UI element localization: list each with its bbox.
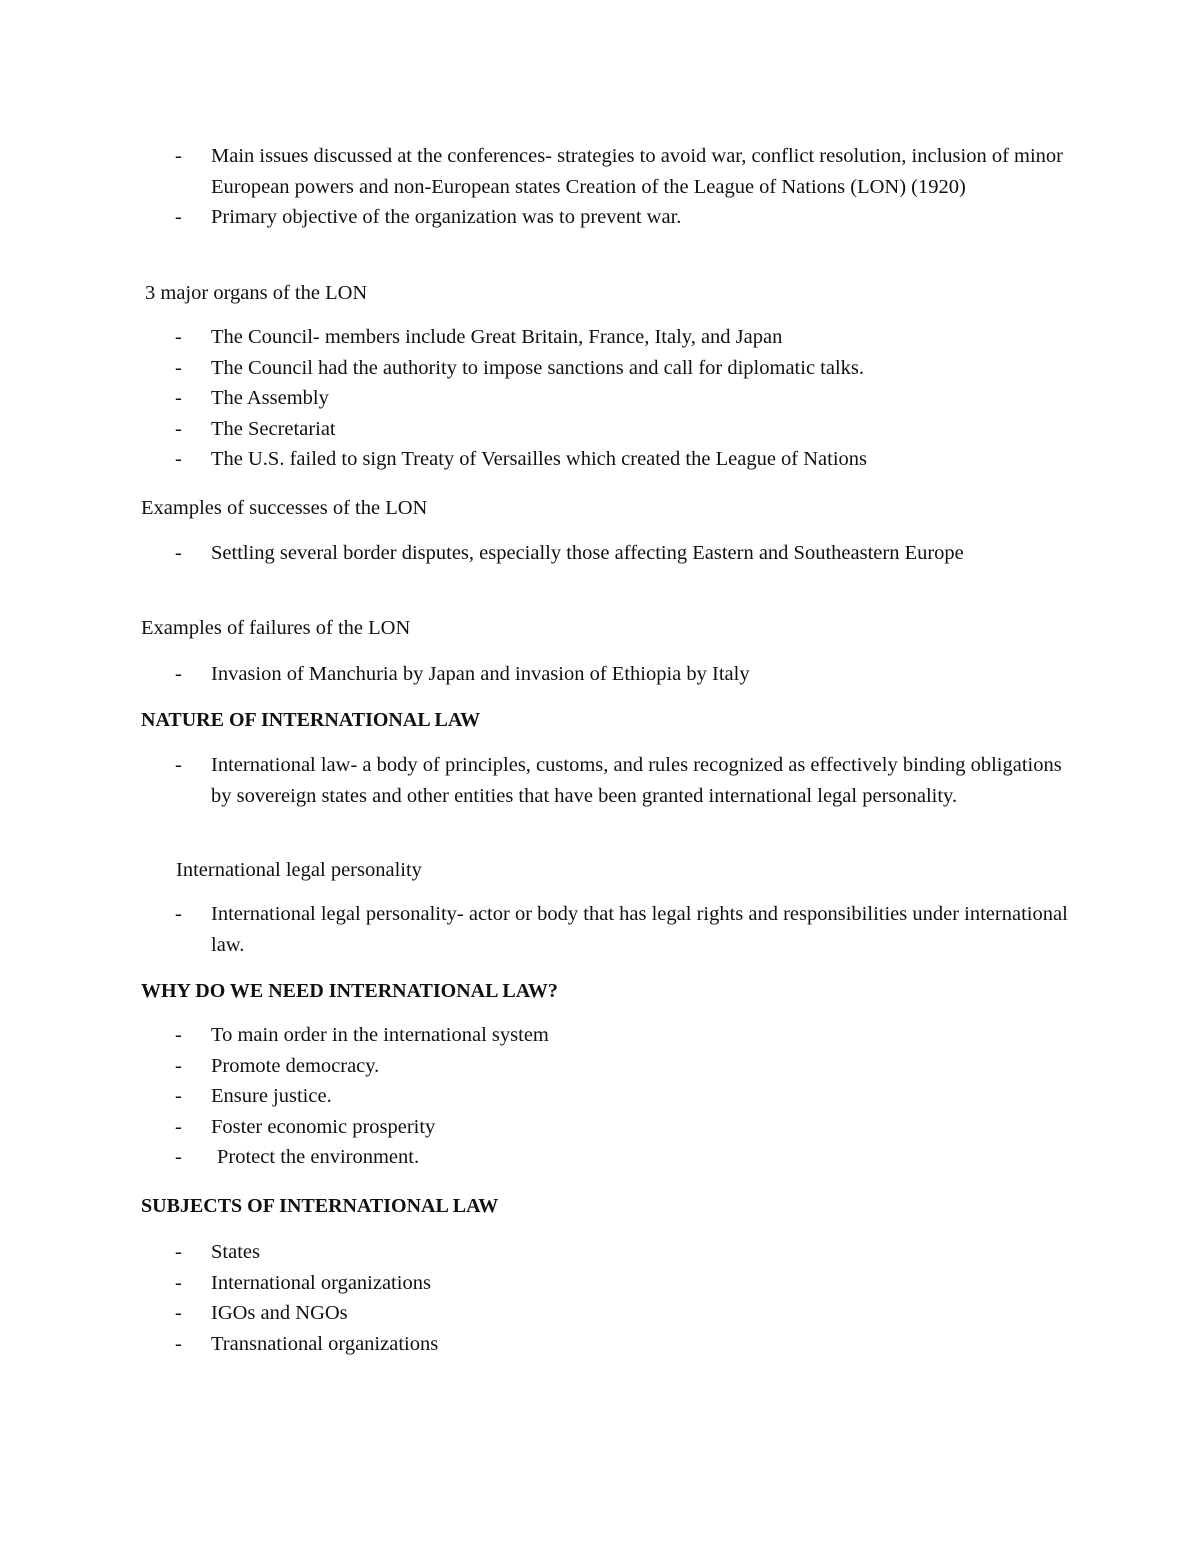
list-item (175, 750, 1075, 811)
list-item-text: International organizations (211, 1271, 431, 1294)
dash-bullet: - (175, 206, 182, 228)
list-item-text: Foster economic prosperity (211, 1115, 436, 1138)
dash-bullet: - (175, 1054, 182, 1077)
dash-bullet: - (175, 1146, 182, 1168)
successes-list (175, 538, 1075, 569)
dash-bullet: - (175, 1271, 182, 1294)
dash-bullet: - (175, 387, 182, 409)
list-item-text: Settling several border disputes, especially those affecting Eastern and Southeastern Europe (211, 542, 964, 564)
list-item-text: The Council- members include Great Britain, France, Italy, and Japan (211, 326, 783, 348)
list-item (175, 414, 1075, 445)
dash-bullet: - (175, 663, 182, 685)
successes-heading: Examples of successes of the LON (141, 497, 428, 519)
dash-bullet: - (175, 1024, 182, 1046)
list-item-text: Ensure justice. (211, 1085, 332, 1107)
list-item (175, 659, 1075, 690)
list-item (175, 383, 1075, 414)
dash-bullet: - (175, 1241, 182, 1263)
dash-bullet: - (175, 145, 182, 167)
list-item-text: The U.S. failed to sign Treaty of Versailles which created the League of Nations (211, 448, 868, 470)
list-item-text: Transnational organizations (211, 1332, 439, 1355)
why-list (175, 1020, 1075, 1173)
subjects-heading: SUBJECTS OF INTERNATIONAL LAW (141, 1195, 499, 1217)
list-item-text: International legal personality- actor or body that has legal rights and responsibilities under international law. (211, 903, 1068, 956)
failures-heading: Examples of failures of the LON (141, 617, 411, 639)
dash-bullet: - (175, 754, 182, 776)
list-item-text: Primary objective of the organization was to prevent war. (211, 206, 682, 228)
list-item (175, 1051, 1075, 1082)
list-item-text: The Assembly (211, 387, 329, 409)
dash-bullet: - (175, 542, 182, 564)
list-item (175, 1298, 1075, 1329)
dash-bullet: - (175, 356, 182, 379)
list-item (175, 141, 1075, 202)
nature-list (175, 750, 1075, 811)
list-item-text: Invasion of Manchuria by Japan and invasion of Ethiopia by Italy (211, 663, 750, 685)
list-item (175, 1020, 1075, 1051)
dash-bullet: - (175, 448, 182, 470)
personality-list (175, 899, 1075, 960)
list-item (175, 1329, 1075, 1360)
nature-heading: NATURE OF INTERNATIONAL LAW (141, 709, 481, 731)
list-item (175, 1081, 1075, 1112)
list-item-text: To main order in the international system (211, 1024, 549, 1046)
dash-bullet: - (175, 903, 182, 925)
organs-heading: 3 major organs of the LON (145, 282, 368, 304)
subjects-list (175, 1237, 1075, 1359)
dash-bullet: - (175, 417, 182, 440)
dash-bullet: - (175, 1085, 182, 1107)
list-item-text: Promote democracy. (211, 1054, 380, 1077)
dash-bullet: - (175, 1332, 182, 1355)
list-item-text: International law- a body of principles, customs, and rules recognized as effectively binding obligations by sovereign states and other entities that have been granted international legal personality. (211, 754, 1062, 807)
dash-bullet: - (175, 326, 182, 348)
list-item (175, 444, 1075, 475)
list-item-text: The Council had the authority to impose sanctions and call for diplomatic talks. (211, 356, 865, 379)
list-item (175, 353, 1075, 384)
intro-list (175, 141, 1075, 233)
list-item-text: Protect the environment. (217, 1146, 420, 1168)
failures-list (175, 659, 1075, 690)
list-item-text: IGOs and NGOs (211, 1302, 348, 1324)
organs-list (175, 322, 1075, 475)
list-item (175, 202, 1075, 233)
list-item (175, 1142, 1075, 1173)
dash-bullet: - (175, 1115, 182, 1138)
list-item (175, 1268, 1075, 1299)
list-item (175, 322, 1075, 353)
list-item-text: States (211, 1241, 260, 1263)
personality-heading: International legal personality (176, 859, 422, 881)
why-heading: WHY DO WE NEED INTERNATIONAL LAW? (141, 980, 558, 1002)
list-item-text: The Secretariat (211, 417, 336, 440)
list-item (175, 1112, 1075, 1143)
dash-bullet: - (175, 1302, 182, 1324)
list-item (175, 538, 1075, 569)
list-item (175, 899, 1075, 960)
list-item-text: Main issues discussed at the conferences- strategies to avoid war, conflict resolution, inclusion of minor European powers and non-European states Creation of the League of Nations (LON) (1920) (211, 145, 1063, 198)
list-item (175, 1237, 1075, 1268)
